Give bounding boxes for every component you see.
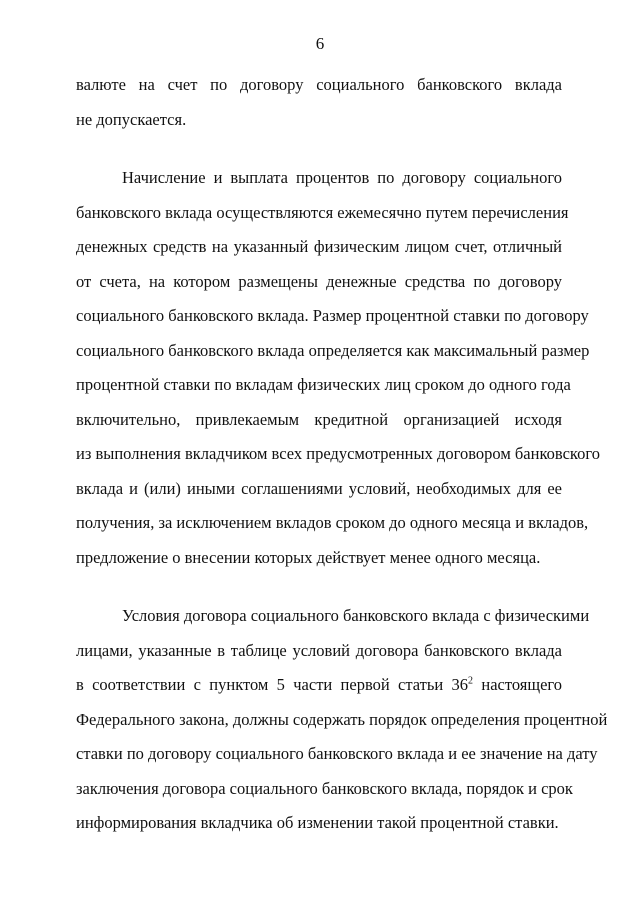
- text-line: процентной ставки по вкладам физических лиц сроком до одного года: [76, 375, 571, 394]
- text-line: ставки по договору социального банковского вклада и ее значение на дату: [76, 744, 598, 763]
- text-line: включительно, привлекаемым кредитной организацией исходя: [76, 409, 562, 429]
- paragraph-1: [76, 68, 562, 137]
- text-line: информирования вкладчика об изменении такой процентной ставки.: [76, 813, 559, 832]
- document-body: [76, 68, 608, 841]
- text-line: Федерального закона, должны содержать порядок определения процентной: [76, 709, 608, 729]
- text-fragment: в соответствии с пунктом 5 части первой статьи 36: [76, 675, 469, 694]
- text-line: не допускается.: [76, 109, 187, 129]
- text-line: вклада и (или) иными соглашениями условий, необходимых для ее: [76, 478, 562, 498]
- article-superscript: 2: [468, 675, 474, 687]
- text-line: лицами, указанные в таблице условий договора банковского вклада: [76, 640, 562, 660]
- text-line: предложение о внесении которых действует менее одного месяца.: [76, 547, 541, 567]
- text-line: банковского вклада осуществляются ежемесячно путем перечисления: [76, 202, 569, 222]
- text-line: Условия договора социального банковского вклада с физическими: [122, 606, 590, 625]
- text-line: из выполнения вкладчиком всех предусмотренных договором банковского: [76, 444, 600, 463]
- text-line: валюте на счет по договору социального банковского вклада: [76, 75, 562, 94]
- text-line: от счета, на котором размещены денежные средства по договору: [76, 271, 562, 291]
- page-number: 6: [315, 34, 325, 53]
- text-line: денежных средств на указанный физическим лицом счет, отличный: [76, 237, 562, 256]
- text-line: социального банковского вклада. Размер процентной ставки по договору: [76, 306, 589, 325]
- text-line: получения, за исключением вкладов сроком до одного месяца и вкладов,: [76, 513, 589, 532]
- paragraph-3: [76, 599, 608, 841]
- paragraph-2: [76, 161, 600, 575]
- text-line: социального банковского вклада определяется как максимальный размер: [76, 340, 590, 360]
- text-fragment: настоящего: [481, 675, 563, 694]
- text-line-with-superscript: [76, 668, 562, 703]
- text-line: Начисление и выплата процентов по договору социального: [122, 168, 562, 187]
- text-line: заключения договора социального банковского вклада, порядок и срок: [76, 778, 573, 798]
